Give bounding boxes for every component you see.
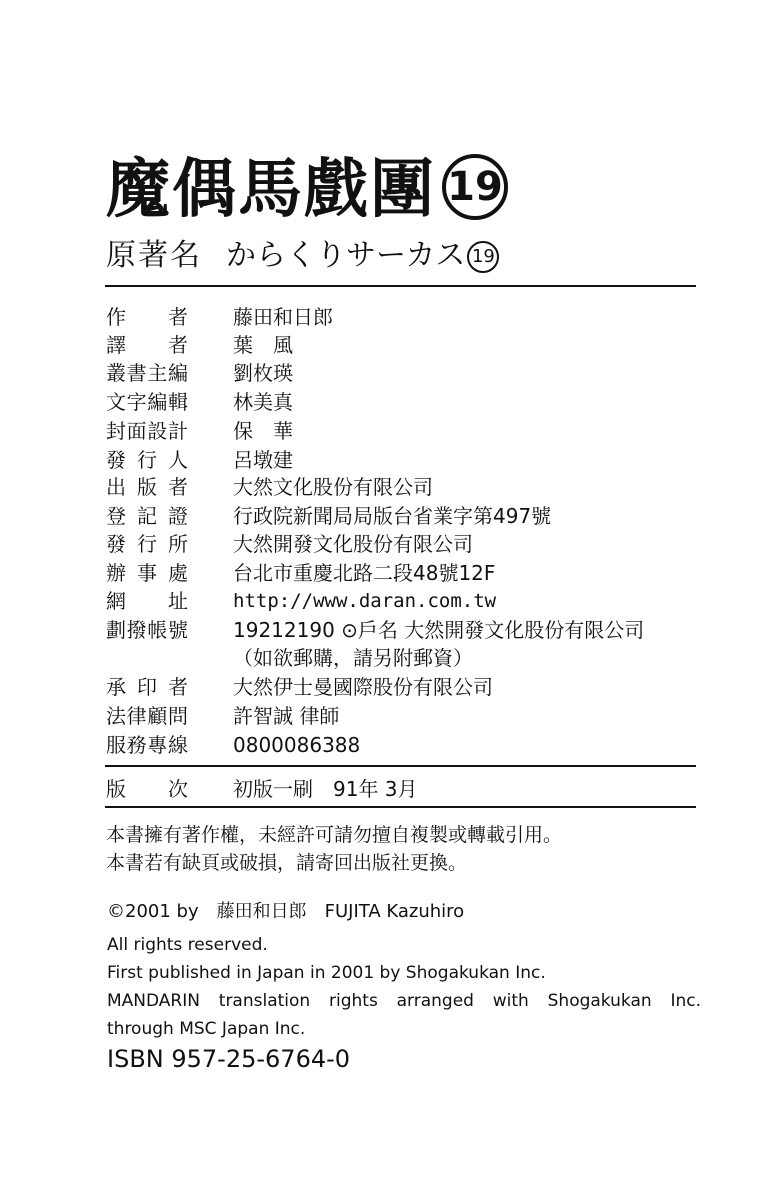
- edition-value: 初版一刷 91年 3月: [233, 777, 418, 801]
- mandarin-word: arranged: [396, 991, 474, 1011]
- top-rule: [105, 285, 696, 287]
- copyright-line: ©2001 by 藤田和日郎 FUJITA Kazuhiro: [107, 901, 465, 922]
- book-title: [106, 150, 508, 230]
- credit-value: 台北市重慶北路二段48號12F: [233, 561, 496, 585]
- isbn: ISBN 957-25-6764-0: [107, 1045, 351, 1073]
- credit-value: 行政院新聞局局版台省業字第497號: [233, 504, 552, 528]
- rights-reserved: All rights reserved.: [107, 935, 268, 955]
- credit-label: 發 行 人: [106, 448, 188, 472]
- credit-value: 大然開發文化股份有限公司: [233, 532, 473, 556]
- edition-label: 版 次: [106, 777, 188, 801]
- mandarin-word: MANDARIN: [107, 991, 200, 1011]
- credit-value: 保 華: [233, 419, 293, 443]
- credit-value: 林美真: [233, 390, 293, 414]
- credit-label: 法 律 顧 問: [106, 704, 188, 728]
- credit-label: 辦 事 處: [106, 561, 188, 585]
- middle-rule: [105, 765, 696, 767]
- credit-label: 承 印 者: [106, 675, 188, 699]
- credit-label: 文 字 編 輯: [106, 390, 188, 414]
- credit-value: 藤田和日郎: [233, 305, 333, 329]
- credit-value: 大然文化股份有限公司: [233, 475, 433, 499]
- bottom-rule: [105, 806, 696, 808]
- mandarin-word: translation: [218, 991, 311, 1011]
- original-title-label: 原著名: [106, 238, 202, 273]
- credit-label: 作 者: [106, 305, 188, 329]
- credit-value: 葉 風: [233, 333, 293, 357]
- credit-value: 19212190 ⊙戶名 大然開發文化股份有限公司: [233, 618, 645, 642]
- credit-label: 登 記 證: [106, 504, 188, 528]
- original-title-text: からくりサーカス: [226, 238, 466, 273]
- credit-value: 0800086388: [233, 733, 361, 757]
- mandarin-word: with: [492, 991, 529, 1011]
- book-title-text: 魔偶馬戲團: [106, 153, 436, 227]
- credit-label: 叢 書 主 編: [106, 361, 188, 385]
- defect-notice: 本書若有缺頁或破損，請寄回出版社更換。: [106, 852, 468, 874]
- mandarin-word: Shogakukan: [547, 991, 652, 1011]
- credit-label: 發 行 所: [106, 532, 188, 556]
- credit-label: 網 址: [106, 589, 188, 613]
- first-published: First published in Japan in 2001 by Shogakukan Inc.: [107, 963, 546, 983]
- credit-label: 封 面 設 計: [106, 419, 188, 443]
- credit-value: 大然伊士曼國際股份有限公司: [233, 675, 493, 699]
- credit-label: 劃 撥 帳 號: [106, 618, 188, 642]
- credit-value: 劉枚瑛: [233, 361, 293, 385]
- credit-value: 呂墩建: [233, 448, 293, 472]
- credit-value-note: （如欲郵購，請另附郵資）: [233, 646, 473, 670]
- mandarin-word: rights: [329, 991, 378, 1011]
- credit-value: http://www.daran.com.tw: [233, 590, 497, 612]
- original-volume-number: 19: [467, 241, 499, 273]
- through-agency: through MSC Japan Inc.: [107, 1019, 306, 1039]
- credit-label: 出 版 者: [106, 475, 188, 499]
- copyright-notice: 本書擁有著作權，未經許可請勿擅自複製或轉載引用。: [106, 824, 563, 846]
- mandarin-rights: [107, 989, 701, 1013]
- original-title: [106, 236, 499, 276]
- volume-number: 19: [442, 154, 508, 220]
- credit-value: 許智誠 律師: [233, 704, 340, 728]
- credit-label: 服 務 專 線: [106, 733, 188, 757]
- mandarin-word: Inc.: [670, 991, 701, 1011]
- credit-label: 譯 者: [106, 333, 188, 357]
